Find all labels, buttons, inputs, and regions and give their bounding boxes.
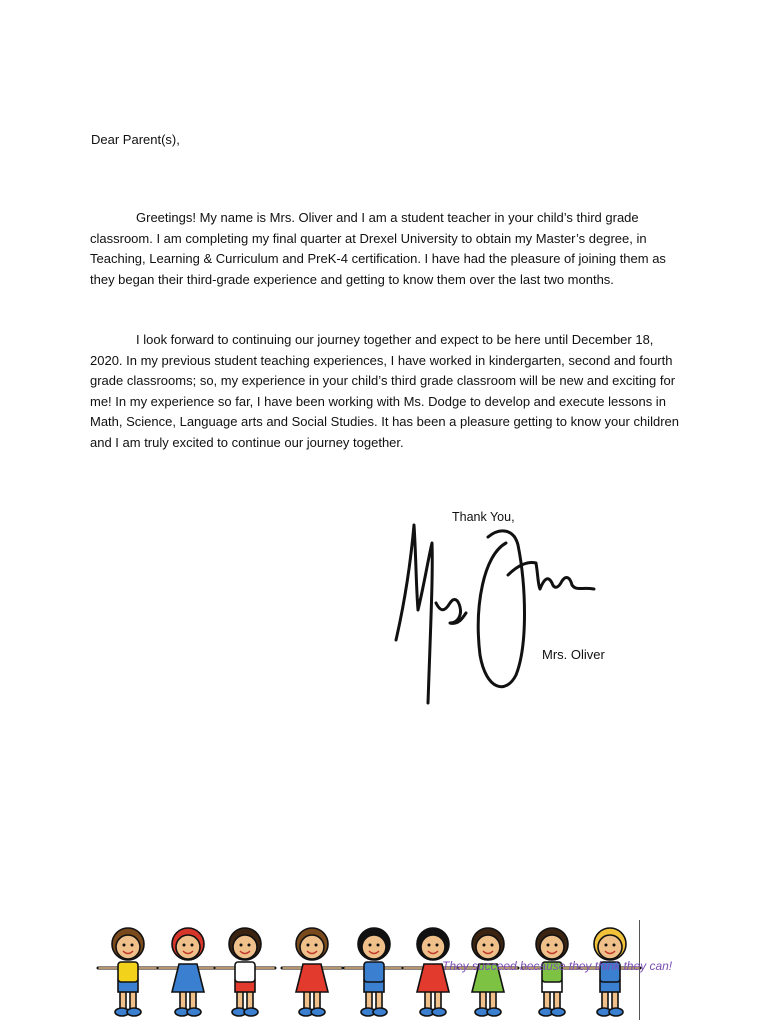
child-figure bbox=[98, 928, 158, 1016]
child-figure bbox=[158, 928, 218, 1016]
footer-banner bbox=[90, 918, 673, 1024]
child-figure bbox=[215, 928, 275, 1016]
child-figure bbox=[344, 928, 404, 1016]
handwritten-signature bbox=[388, 515, 603, 710]
paragraph-journey: I look forward to continuing our journey together and expect to be here until December 18, 2020. In my previous student teaching experiences, I have worked in kindergarten, second and fourth grade classrooms; so, my experience in your child’s third grade classroom will be new and exciting for me! In my experience so far, I have been working with Ms. Dodge to develop and execute lessons in Math, Science, Language arts and Social Studies. It has been a pleasure getting to know your children and I am truly excited to continue our journey together. bbox=[90, 332, 679, 450]
closing: Thank You, bbox=[452, 510, 515, 524]
salutation: Dear Parent(s), bbox=[91, 132, 180, 147]
signature-name: Mrs. Oliver bbox=[542, 647, 605, 662]
paragraph-greeting: Greetings! My name is Mrs. Oliver and I am a student teacher in your child’s third grade classroom. I am completing my final quarter at Drexel University to obtain my Master’s degree, in Teaching, Learning & Curriculum and PreK-4 certification. I have had the pleasure of joining them as they began their third-grade experience and getting to know them over the last two months. bbox=[90, 210, 666, 287]
child-figure bbox=[282, 928, 342, 1016]
footer-tagline: They succeed because they think they can! bbox=[442, 959, 673, 973]
